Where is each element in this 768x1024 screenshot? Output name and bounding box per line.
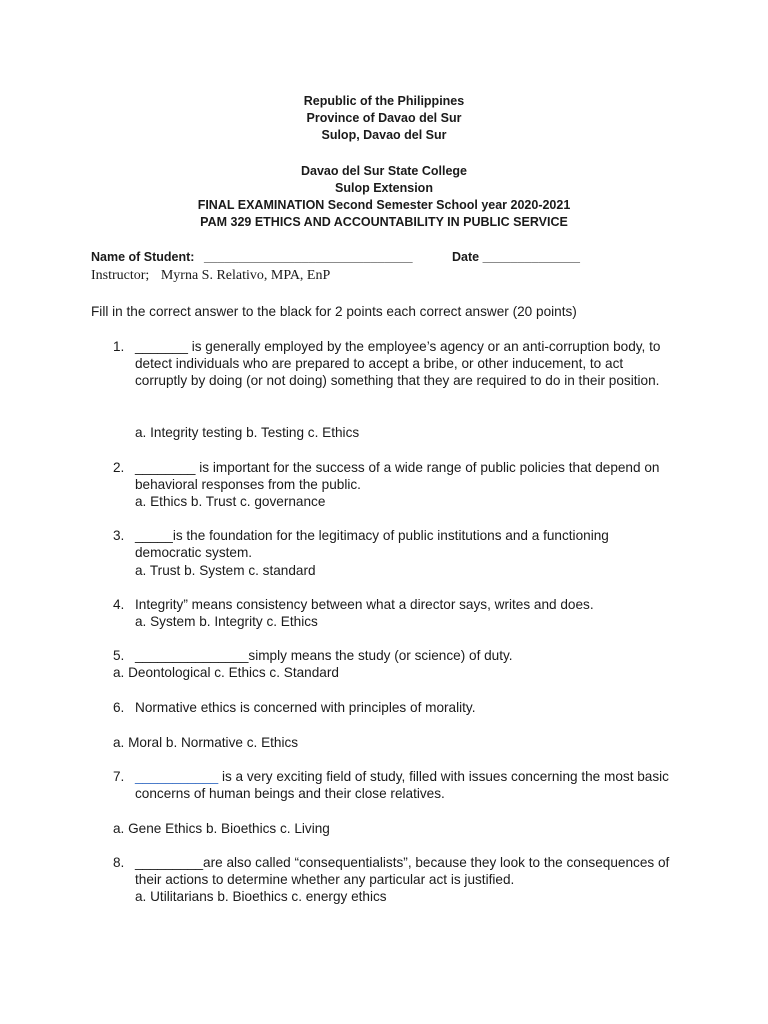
header-country: Republic of the Philippines bbox=[303, 94, 465, 108]
answer-blank: _______ bbox=[135, 339, 188, 354]
question-options: a. Utilitarians b. Bioethics c. energy ethics bbox=[135, 889, 387, 904]
answer-blank: _________ bbox=[135, 855, 204, 870]
question-number: 2. bbox=[113, 460, 125, 475]
question-number: 3. bbox=[113, 528, 125, 543]
instructor-row bbox=[91, 268, 330, 284]
question-body: Integrity” means consistency between what a director says, writes and does. bbox=[135, 597, 594, 612]
instructions: Fill in the correct answer to the black for 2 points each correct answer (20 points) bbox=[91, 304, 577, 319]
student-name-blank: ______________________________ bbox=[203, 250, 413, 264]
question-number: 5. bbox=[113, 648, 125, 663]
question-number: 7. bbox=[113, 769, 125, 784]
question-number: 8. bbox=[113, 855, 125, 870]
question-text bbox=[135, 854, 675, 888]
student-name-row bbox=[91, 250, 413, 264]
question-text bbox=[135, 338, 675, 390]
header-course-title: PAM 329 ETHICS AND ACCOUNTABILITY IN PUBLIC SERVICE bbox=[200, 215, 568, 229]
question-body: is important for the success of a wide range of public policies that depend on behavioral responses from the public. bbox=[135, 460, 660, 493]
date-label: Date bbox=[452, 250, 480, 264]
answer-blank: _____ bbox=[135, 528, 173, 543]
question-body: is the foundation for the legitimacy of public institutions and a functioning democratic system. bbox=[135, 528, 609, 561]
question-text bbox=[135, 647, 675, 664]
instructor-name: Myrna S. Relativo, MPA, EnP bbox=[160, 268, 331, 283]
question-body: simply means the study (or science) of duty. bbox=[248, 648, 513, 663]
exam-header bbox=[0, 163, 768, 231]
date-row bbox=[452, 250, 580, 264]
question-text bbox=[135, 699, 675, 716]
student-name-label: Name of Student: bbox=[91, 250, 195, 264]
header-municipality: Sulop, Davao del Sur bbox=[321, 128, 447, 142]
question-options: a. Integrity testing b. Testing c. Ethics bbox=[135, 425, 360, 440]
answer-blank: ___________ bbox=[135, 769, 219, 784]
header-campus: Sulop Extension bbox=[335, 181, 433, 195]
question-text bbox=[135, 459, 675, 493]
question-number: 1. bbox=[113, 339, 125, 354]
question-options: a. Ethics b. Trust c. governance bbox=[135, 494, 326, 509]
question-options: a. Trust b. System c. standard bbox=[135, 563, 316, 578]
question-text bbox=[135, 527, 675, 561]
question-options: a. Gene Ethics b. Bioethics c. Living bbox=[113, 821, 330, 836]
instructor-label: Instructor; bbox=[91, 268, 150, 283]
header-province: Province of Davao del Sur bbox=[306, 111, 462, 125]
header-exam-title: FINAL EXAMINATION Second Semester School year 2020-2021 bbox=[197, 198, 571, 212]
date-blank: ______________ bbox=[482, 250, 580, 264]
question-text bbox=[135, 596, 675, 613]
question-number: 4. bbox=[113, 597, 125, 612]
answer-blank: ________ bbox=[135, 460, 196, 475]
header-college: Davao del Sur State College bbox=[300, 164, 468, 178]
question-options: a. System b. Integrity c. Ethics bbox=[135, 614, 318, 629]
question-body: are also called “consequentialists”, because they look to the consequences of their actions to determine whether any particular act is justified. bbox=[135, 855, 670, 888]
school-header bbox=[0, 93, 768, 144]
question-text bbox=[135, 768, 675, 802]
question-body: is generally employed by the employee’s agency or an anti-corruption body, to detect individuals who are prepared to accept a bribe, or other inducement, to act corruptly by doing (or not doing) something that they are required to do in their position. bbox=[135, 339, 661, 389]
question-options: a. Deontological c. Ethics c. Standard bbox=[113, 665, 339, 680]
answer-blank: _______________ bbox=[135, 648, 249, 663]
question-body: Normative ethics is concerned with principles of morality. bbox=[135, 700, 476, 715]
question-number: 6. bbox=[113, 700, 125, 715]
question-options: a. Moral b. Normative c. Ethics bbox=[113, 735, 299, 750]
question-body: is a very exciting field of study, filled with issues concerning the most basic concerns of human beings and their close relatives. bbox=[135, 769, 669, 802]
